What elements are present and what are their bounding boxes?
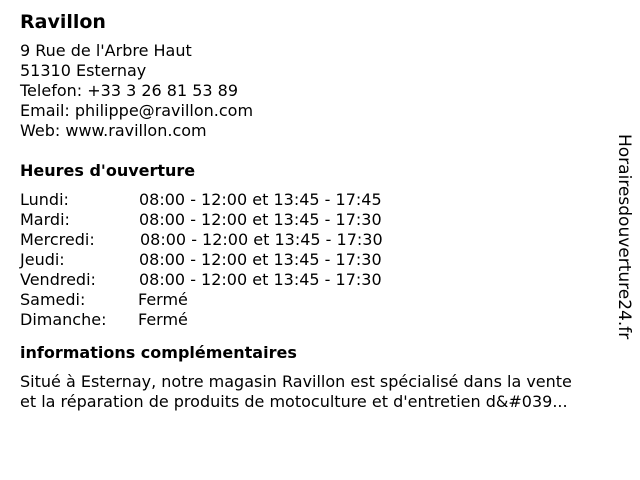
day-hours: 08:00 - 12:00 et 13:45 - 17:30: [139, 210, 382, 229]
hours-row-saturday: [20, 290, 610, 310]
website: Web: www.ravillon.com: [20, 121, 207, 140]
day-hours: Fermé: [138, 290, 188, 309]
additional-info-line: Situé à Esternay, notre magasin Ravillon est spécialisé dans la vente: [20, 372, 572, 391]
day-hours: 08:00 - 12:00 et 13:45 - 17:30: [139, 270, 382, 289]
address-city: 51310 Esternay: [20, 61, 147, 80]
email-address: Email: philippe@ravillon.com: [20, 101, 254, 120]
hours-row-wednesday: [20, 230, 610, 250]
opening-hours-title: Heures d'ouverture: [20, 161, 196, 180]
hours-row-monday: [20, 190, 610, 210]
day-hours: 08:00 - 12:00 et 13:45 - 17:45: [139, 190, 382, 209]
day-hours: Fermé: [138, 310, 188, 329]
day-hours: 08:00 - 12:00 et 13:45 - 17:30: [139, 250, 382, 269]
day-label: Samedi:: [20, 290, 86, 309]
day-label: Vendredi:: [20, 270, 96, 289]
day-hours: 08:00 - 12:00 et 13:45 - 17:30: [140, 230, 383, 249]
opening-hours-table: [20, 190, 610, 330]
additional-info-line: et la réparation de produits de motoculture et d'entretien d&#039...: [20, 392, 568, 411]
day-label: Jeudi:: [20, 250, 65, 269]
site-watermark: [610, 134, 634, 374]
address-street: 9 Rue de l'Arbre Haut: [20, 41, 192, 60]
business-card: [20, 10, 610, 412]
additional-info-title: informations complémentaires: [20, 343, 297, 362]
day-label: Lundi:: [20, 190, 69, 209]
day-label: Mardi:: [20, 210, 70, 229]
phone-number: Telefon: +33 3 26 81 53 89: [20, 81, 239, 100]
hours-row-tuesday: [20, 210, 610, 230]
watermark-text: Horairesdouverture24.fr: [614, 134, 634, 340]
day-label: Mercredi:: [20, 230, 95, 249]
day-label: Dimanche:: [20, 310, 107, 329]
hours-row-sunday: [20, 310, 610, 330]
contact-block: [20, 41, 610, 141]
business-name: Ravillon: [20, 11, 106, 33]
hours-row-thursday: [20, 250, 610, 270]
hours-row-friday: [20, 270, 610, 290]
